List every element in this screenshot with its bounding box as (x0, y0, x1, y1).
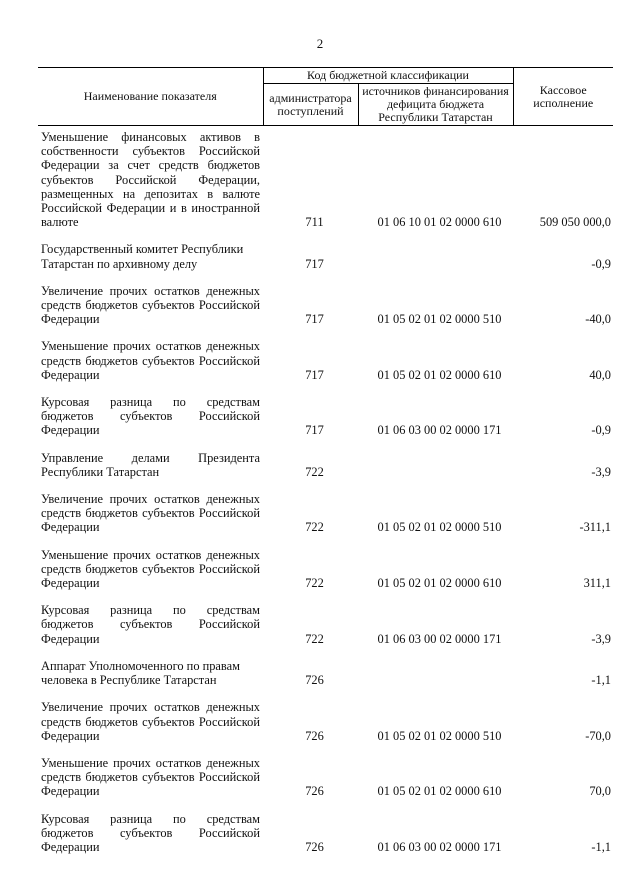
row-source-code: 01 05 02 01 02 0000 510 (377, 520, 502, 535)
row-name: Увеличение прочих остатков денежных средств бюджетов субъектов Российской Федерации (41, 700, 260, 743)
row-admin-code: 726 (305, 784, 324, 799)
row-admin-code: 722 (305, 576, 324, 591)
row-amount: -3,9 (591, 464, 611, 479)
row-name: Уменьшение прочих остатков денежных средств бюджетов субъектов Российской Федерации (41, 755, 260, 799)
row-admin-code: 717 (305, 367, 324, 382)
row-source-code: 01 05 02 01 02 0000 610 (377, 784, 502, 799)
row-source-code: 01 05 02 01 02 0000 610 (377, 367, 502, 382)
row-source-code (358, 451, 513, 492)
table-row (38, 659, 613, 700)
row-admin-code: 722 (305, 631, 324, 646)
row-amount: 40,0 (589, 367, 611, 382)
table-header (38, 68, 613, 126)
row-name: Курсовая разница по средствам бюджетов субъектов Российской Федерации (41, 395, 260, 438)
row-name: Увеличение прочих остатков денежных средств бюджетов субъектов Российской Федерации (41, 492, 260, 535)
header-name: Наименование показателя (38, 68, 263, 126)
row-amount: -1,1 (591, 673, 611, 688)
table-row (38, 700, 613, 756)
row-amount: -0,9 (591, 256, 611, 271)
row-name: Уменьшение прочих остатков денежных средств бюджетов субъектов Российской Федерации (41, 339, 260, 382)
row-admin-code: 717 (305, 256, 324, 271)
table-row (38, 548, 613, 604)
row-name: Курсовая разница по средствам бюджетов субъектов Российской Федерации (41, 811, 260, 854)
row-name: Уменьшение прочих остатков денежных средств бюджетов субъектов Российской Федерации (41, 547, 260, 591)
row-source-code: 01 06 10 01 02 0000 610 (377, 215, 502, 230)
row-admin-code: 722 (305, 520, 324, 535)
row-amount: -3,9 (591, 631, 611, 646)
row-amount: -70,0 (585, 728, 611, 743)
row-amount: -0,9 (591, 423, 611, 438)
row-name: Аппарат Уполномоченного по правам человека в Республике Татарстан (41, 658, 240, 688)
table-row (38, 756, 613, 812)
table-row (38, 395, 613, 451)
table-row (38, 451, 613, 492)
table-row (38, 492, 613, 548)
row-amount: -1,1 (591, 839, 611, 854)
row-name: Управление делами Президента Республики Татарстан (41, 450, 260, 479)
table-row (38, 339, 613, 395)
header-sources: источников финансирования дефицита бюджета Республики Татарстан (358, 84, 513, 126)
header-administrator: администратора поступлений (263, 84, 358, 126)
table-row (38, 603, 613, 659)
row-name: Государственный комитет Республики Татарстан по архивному делу (41, 242, 244, 271)
table-row (38, 284, 613, 340)
row-source-code: 01 05 02 01 02 0000 610 (377, 576, 502, 591)
row-source-code: 01 06 03 00 02 0000 171 (377, 839, 502, 854)
header-execution: Кассовое исполнение (513, 68, 613, 126)
row-name: Увеличение прочих остатков денежных средств бюджетов субъектов Российской Федерации (41, 283, 260, 327)
row-admin-code: 717 (305, 312, 324, 327)
row-source-code: 01 06 03 00 02 0000 171 (377, 631, 502, 646)
header-budget-code: Код бюджетной классификации (263, 68, 513, 84)
row-admin-code: 722 (305, 464, 324, 479)
row-admin-code: 726 (305, 839, 324, 854)
row-source-code (358, 659, 513, 700)
table-row (38, 126, 613, 243)
row-admin-code: 726 (305, 728, 324, 743)
row-source-code: 01 05 02 01 02 0000 510 (377, 728, 502, 743)
row-amount: 311,1 (583, 576, 611, 591)
row-amount: 509 050 000,0 (539, 215, 611, 230)
page-number: 2 (316, 36, 324, 51)
table-row (38, 812, 613, 868)
row-amount: -40,0 (585, 312, 611, 327)
row-source-code (358, 242, 513, 283)
budget-execution-table (38, 67, 613, 867)
row-admin-code: 726 (305, 673, 324, 688)
row-amount: -311,1 (579, 520, 611, 535)
row-source-code: 01 06 03 00 02 0000 171 (377, 423, 502, 438)
table-row (38, 242, 613, 283)
row-name: Курсовая разница по средствам бюджетов субъектов Российской Федерации (41, 603, 260, 646)
row-admin-code: 717 (305, 423, 324, 438)
row-admin-code: 711 (305, 215, 324, 230)
row-amount: 70,0 (589, 784, 611, 799)
row-source-code: 01 05 02 01 02 0000 510 (377, 312, 502, 327)
row-name: Уменьшение финансовых активов в собственности субъектов Российской Федерации за счет средств бюджетов субъектов Российской Федерации, размещенных на депозитах в валюте Российской Федерации и в иностранной валюте (41, 130, 260, 230)
